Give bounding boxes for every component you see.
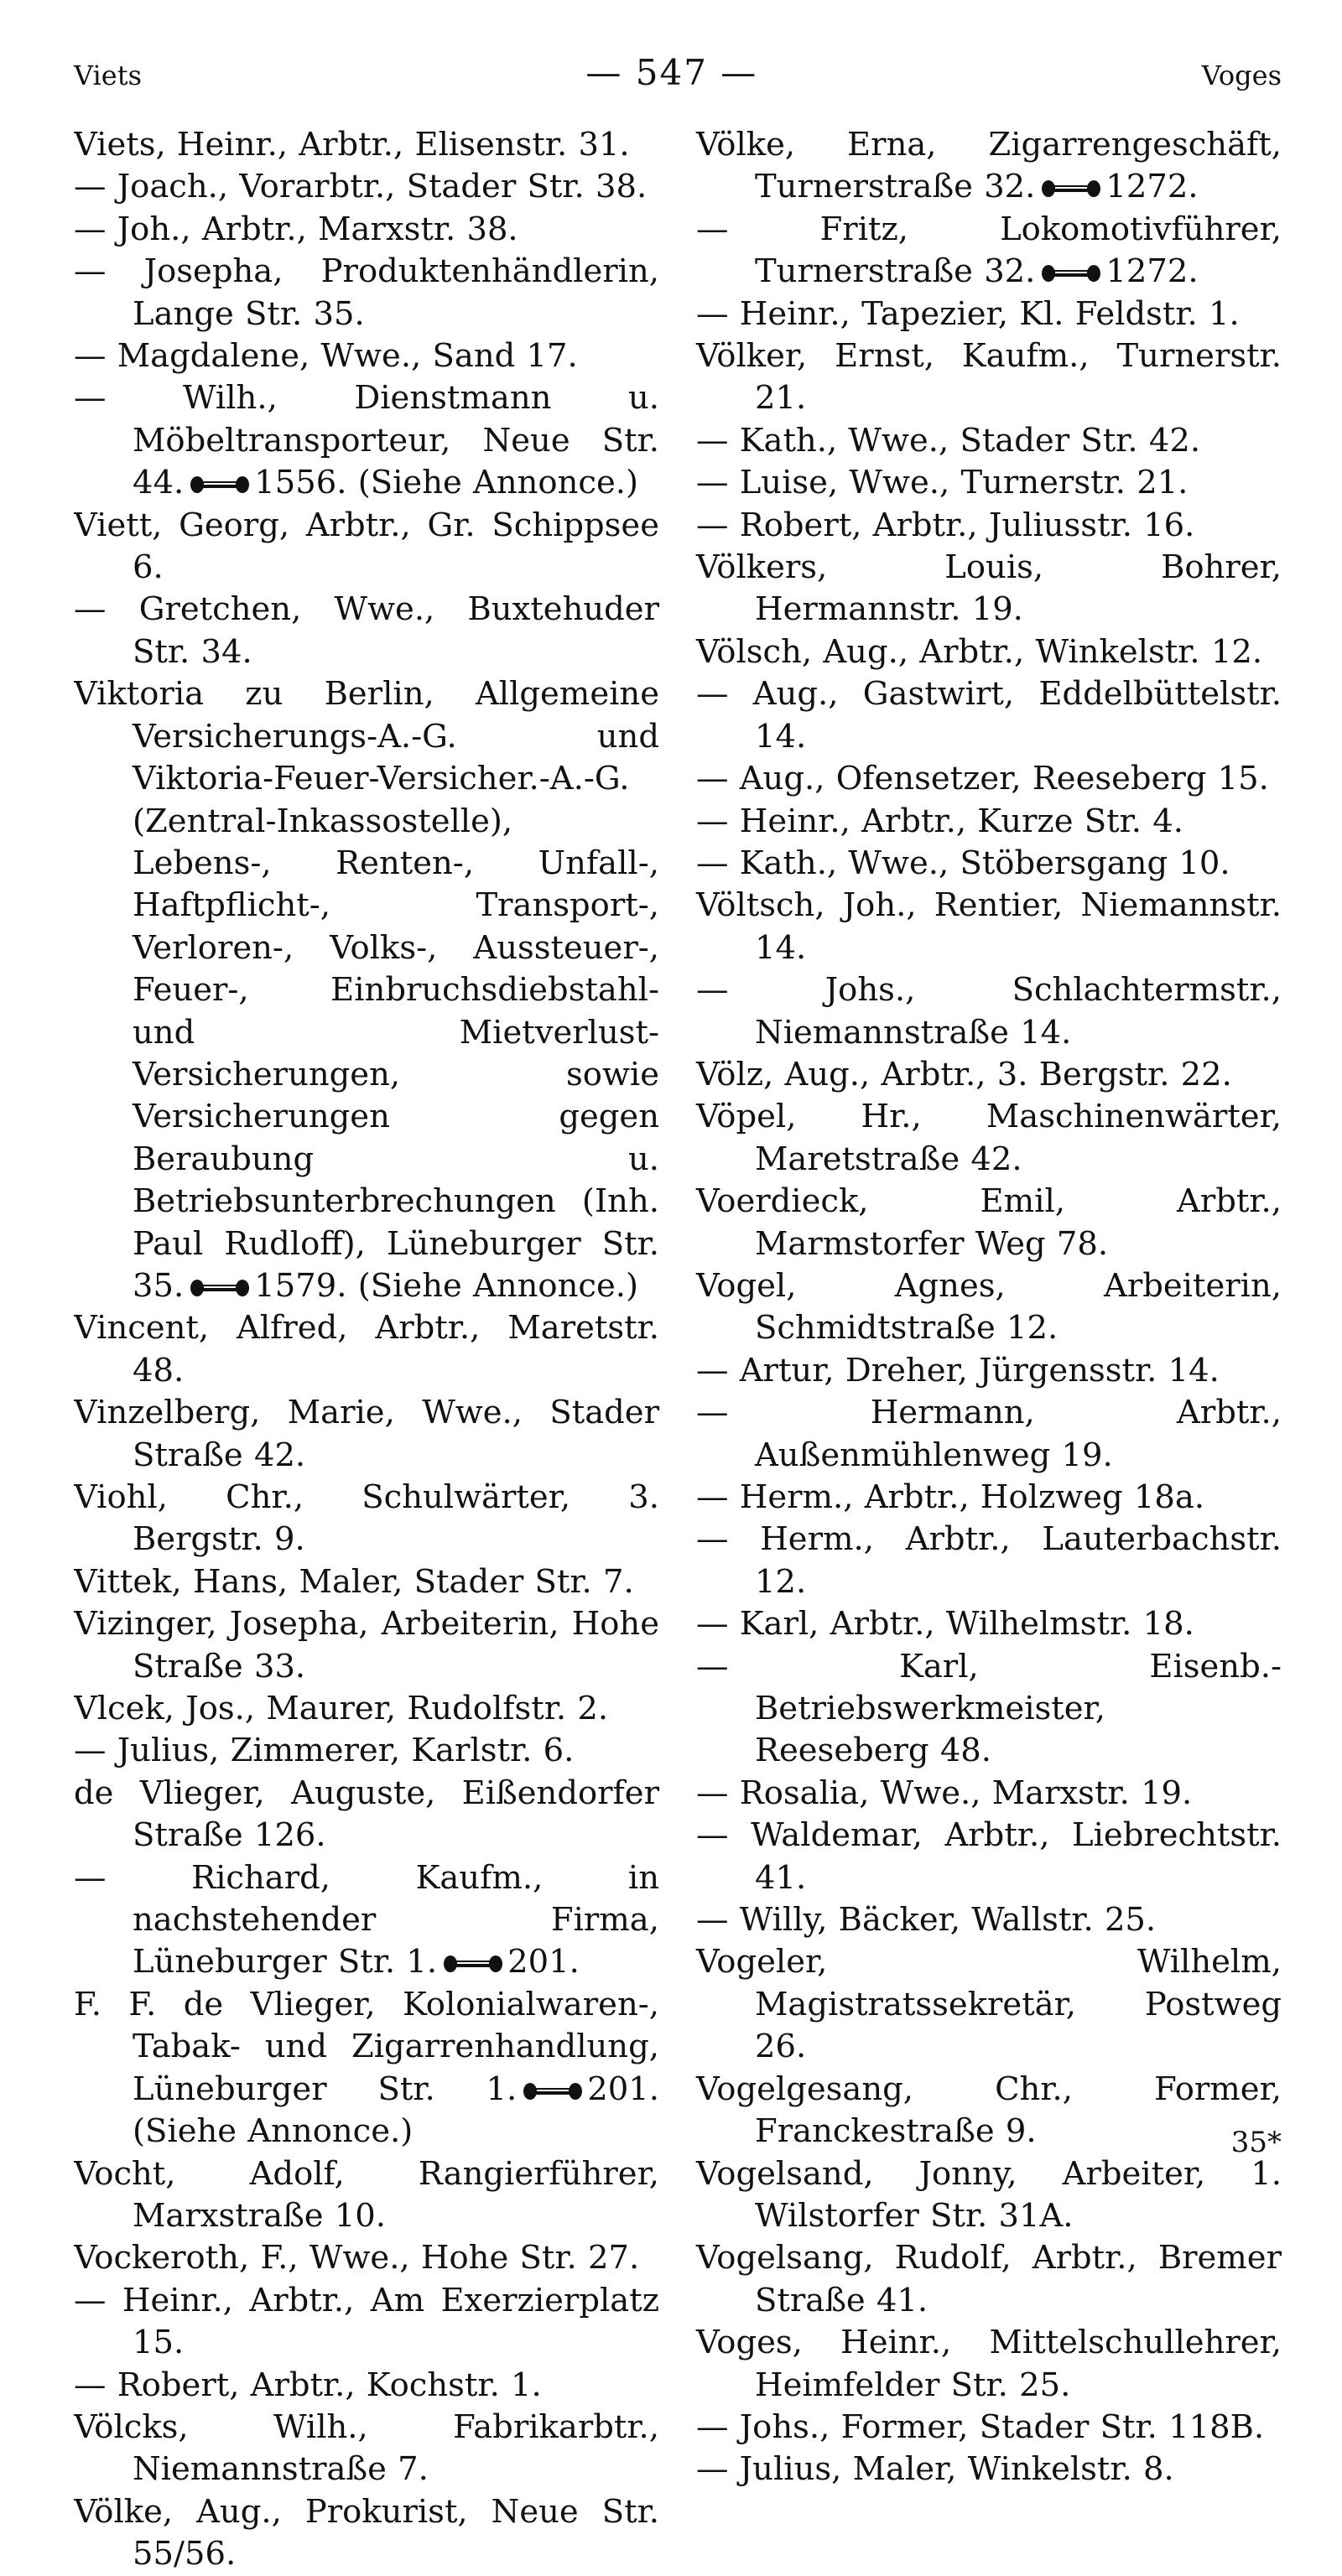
directory-entry bbox=[696, 1773, 1282, 1815]
directory-entry bbox=[74, 251, 659, 335]
entry-text: Völz, Aug., Arbtr., 3. Bergstr. 22. bbox=[696, 1055, 1232, 1093]
directory-entry bbox=[74, 2153, 659, 2238]
directory-entry bbox=[74, 335, 659, 377]
directory-entry bbox=[696, 1350, 1282, 1392]
directory-entry bbox=[74, 505, 659, 589]
directory-entry bbox=[696, 843, 1282, 885]
directory-entry bbox=[696, 801, 1282, 843]
entry-text: — Magdalene, Wwe., Sand 17. bbox=[74, 337, 578, 376]
directory-entry bbox=[74, 124, 659, 166]
entry-text: — Rosalia, Wwe., Marxstr. 19. bbox=[696, 1774, 1193, 1812]
entry-text: Viohl, Chr., Schulwärter, 3. Bergstr. 9. bbox=[74, 1478, 659, 1559]
header-right-keyword: Voges bbox=[1201, 60, 1282, 91]
directory-entry bbox=[696, 547, 1282, 631]
entry-text: — Johs., Former, Stader Str. 118B. bbox=[696, 2407, 1265, 2446]
entry-text: — Robert, Arbtr., Kochstr. 1. bbox=[74, 2366, 542, 2404]
phone-number: 1272. bbox=[1105, 252, 1199, 291]
entry-text: Völtsch, Joh., Rentier, Niemannstr. 14. bbox=[696, 886, 1282, 967]
entry-text: — Richard, Kaufm., in nachstehender Firma, Lüneburger Str. 1. bbox=[74, 1858, 659, 1981]
header-left-keyword: Viets bbox=[74, 60, 142, 91]
phone-number: 201. bbox=[587, 2070, 659, 2108]
entry-text: — Willy, Bäcker, Wallstr. 25. bbox=[696, 1901, 1157, 1940]
directory-entry bbox=[696, 969, 1282, 1054]
telephone-receiver-icon bbox=[444, 1955, 502, 1973]
entry-text: Viktoria zu Berlin, Allgemeine Versicherungs-A.-G. und Viktoria-Feuer-Versicher.-A.-G. (Zentral-Inkassostelle), Lebens-, Renten-, Unfall-, Haftpflicht-, Transport-, Verloren-, Volks-, Aussteuer-, Feuer-, Einbruchsdiebstahl- und Mietverlust-Versicherungen, sowie Versicherungen gegen Beraubung u. Betriebsunterbrechungen (Inh. Paul Rudloff), Lüneburger Str. 35. bbox=[74, 675, 659, 1305]
entry-text: — Fritz, Lokomotivführer, Turnerstraße 32. bbox=[696, 210, 1282, 291]
phone-number: 1579. bbox=[254, 1266, 347, 1305]
entry-text: de Vlieger, Auguste, Eißendorfer Straße 126. bbox=[74, 1774, 659, 1855]
directory-entry bbox=[696, 1941, 1282, 2068]
directory-entry bbox=[696, 1603, 1282, 1645]
entry-text: Vittek, Hans, Maler, Stader Str. 7. bbox=[74, 1562, 634, 1601]
sheet-signature: 35* bbox=[1230, 2126, 1282, 2159]
entry-text: Vizinger, Josepha, Arbeiterin, Hohe Straße 33. bbox=[74, 1605, 659, 1685]
directory-entry bbox=[74, 1561, 659, 1603]
entry-text: — Kath., Wwe., Stöbersgang 10. bbox=[696, 844, 1230, 882]
directory-entry bbox=[696, 673, 1282, 758]
directory-entry bbox=[696, 1054, 1282, 1096]
entry-text: F. F. de Vlieger, Kolonialwaren-, Tabak- und Zigarrenhandlung, Lüneburger Str. 1. bbox=[74, 1985, 659, 2108]
directory-entry bbox=[74, 2365, 659, 2407]
entry-note: (Siehe Annonce.) bbox=[357, 1266, 638, 1305]
directory-entry bbox=[696, 1181, 1282, 1265]
telephone-receiver-icon bbox=[190, 475, 249, 494]
entry-text: — Heinr., Arbtr., Kurze Str. 4. bbox=[696, 802, 1183, 840]
directory-entry bbox=[696, 420, 1282, 462]
entry-text: — Robert, Arbtr., Juliusstr. 16. bbox=[696, 506, 1195, 544]
phone-number: 201. bbox=[507, 1943, 580, 1981]
entry-text: — Johs., Schlachtermstr., Niemannstraße 14. bbox=[696, 971, 1282, 1052]
directory-entry bbox=[74, 2237, 659, 2279]
entry-text: — Herm., Arbtr., Holzweg 18a. bbox=[696, 1478, 1205, 1516]
entry-text: Vogelsand, Jonny, Arbeiter, 1. Wilstorfer Str. 31A. bbox=[696, 2154, 1282, 2235]
entry-text: — Joh., Arbtr., Marxstr. 38. bbox=[74, 210, 518, 248]
entry-text: — Aug., Gastwirt, Eddelbüttelstr. 14. bbox=[696, 675, 1282, 756]
entry-text: Vockeroth, F., Wwe., Hohe Str. 27. bbox=[74, 2239, 640, 2277]
directory-entry bbox=[696, 2322, 1282, 2407]
directory-entry bbox=[74, 589, 659, 673]
directory-entry bbox=[696, 2407, 1282, 2449]
directory-entry bbox=[696, 1096, 1282, 1181]
directory-entry bbox=[74, 1392, 659, 1477]
entry-text: — Gretchen, Wwe., Buxtehuder Str. 34. bbox=[74, 590, 659, 671]
directory-entry bbox=[74, 2280, 659, 2365]
entry-text: Vöpel, Hr., Maschinenwärter, Maretstraße 42. bbox=[696, 1098, 1282, 1178]
directory-entry bbox=[696, 209, 1282, 293]
directory-entry bbox=[696, 462, 1282, 504]
entry-text: Vocht, Adolf, Rangierführer, Marxstraße 10. bbox=[74, 2154, 659, 2235]
directory-entry bbox=[74, 1688, 659, 1730]
directory-entry bbox=[696, 1392, 1282, 1477]
entry-text: — Wilh., Dienstmann u. Möbeltransporteur, Neue Str. 44. bbox=[74, 379, 659, 502]
telephone-receiver-icon bbox=[190, 1279, 249, 1297]
directory-entry bbox=[696, 1899, 1282, 1941]
page-header bbox=[74, 52, 1282, 102]
entry-text: Völcks, Wilh., Fabrikarbtr., Niemannstraße 7. bbox=[74, 2407, 659, 2489]
entry-text: Voerdieck, Emil, Arbtr., Marmstorfer Weg 78. bbox=[696, 1182, 1282, 1263]
entry-text: — Waldemar, Arbtr., Liebrechtstr. 41. bbox=[696, 1816, 1282, 1897]
entry-text: Vogelsang, Rudolf, Arbtr., Bremer Straße 41. bbox=[696, 2239, 1282, 2319]
directory-entry bbox=[74, 1603, 659, 1688]
directory-entry bbox=[74, 377, 659, 504]
directory-entry bbox=[696, 1477, 1282, 1519]
entry-text: — Heinr., Arbtr., Am Exerzierplatz 15. bbox=[74, 2281, 659, 2362]
entry-text: Vogel, Agnes, Arbeiterin, Schmidtstraße 12. bbox=[696, 1266, 1282, 1348]
entry-text: Vinzelberg, Marie, Wwe., Stader Straße 42. bbox=[74, 1394, 659, 1474]
directory-entry bbox=[74, 673, 659, 1307]
phone-number: 1556. bbox=[254, 464, 347, 502]
entry-text: Viets, Heinr., Arbtr., Elisenstr. 31. bbox=[74, 126, 630, 164]
telephone-receiver-icon bbox=[1042, 264, 1100, 283]
entry-text: Völsch, Aug., Arbtr., Winkelstr. 12. bbox=[696, 632, 1263, 671]
phone-number: 1272. bbox=[1105, 168, 1199, 206]
directory-entry bbox=[74, 1307, 659, 1392]
entry-text: Voges, Heinr., Mittelschullehrer, Heimfelder Str. 25. bbox=[696, 2324, 1282, 2404]
directory-columns bbox=[74, 124, 1282, 2576]
directory-entry bbox=[696, 2237, 1282, 2322]
entry-text: — Kath., Wwe., Stader Str. 42. bbox=[696, 421, 1201, 460]
directory-entry bbox=[696, 335, 1282, 420]
entry-text: — Artur, Dreher, Jürgensstr. 14. bbox=[696, 1351, 1220, 1389]
left-column bbox=[74, 124, 678, 2576]
right-column bbox=[678, 124, 1282, 2576]
directory-entry bbox=[74, 1773, 659, 1857]
directory-entry bbox=[74, 166, 659, 208]
telephone-receiver-icon bbox=[523, 2082, 582, 2101]
directory-entry bbox=[74, 1477, 659, 1561]
entry-text: Völke, Erna, Zigarrengeschäft, Turnerstraße 32. bbox=[696, 126, 1282, 206]
directory-entry bbox=[696, 1519, 1282, 1603]
entry-text: — Heinr., Tapezier, Kl. Feldstr. 1. bbox=[696, 294, 1240, 333]
directory-entry bbox=[696, 124, 1282, 209]
entry-text: — Luise, Wwe., Turnerstr. 21. bbox=[696, 464, 1189, 502]
directory-entry bbox=[696, 1265, 1282, 1350]
entry-text: — Aug., Ofensetzer, Reeseberg 15. bbox=[696, 760, 1269, 798]
directory-entry bbox=[696, 631, 1282, 673]
directory-entry bbox=[696, 1815, 1282, 1899]
entry-text: Völke, Aug., Prokurist, Neue Str. 55/56. bbox=[74, 2492, 659, 2573]
directory-entry bbox=[74, 1857, 659, 1984]
directory-entry bbox=[74, 1730, 659, 1772]
entry-text: Völkers, Louis, Bohrer, Hermannstr. 19. bbox=[696, 548, 1282, 629]
entry-text: — Josepha, Produktenhändlerin, Lange Str. 35. bbox=[74, 252, 659, 333]
entry-text: — Julius, Zimmerer, Karlstr. 6. bbox=[74, 1732, 575, 1770]
page-number: — 547 — bbox=[585, 52, 758, 93]
directory-entry bbox=[74, 2491, 659, 2576]
entry-text: — Herm., Arbtr., Lauterbachstr. 12. bbox=[696, 1520, 1282, 1601]
entry-text: Vincent, Alfred, Arbtr., Maretstr. 48. bbox=[74, 1309, 659, 1389]
entry-note: (Siehe Annonce.) bbox=[357, 464, 638, 502]
directory-entry bbox=[696, 505, 1282, 547]
entry-text: Vogeler, Wilhelm, Magistratssekretär, Postweg 26. bbox=[696, 1943, 1282, 2066]
directory-entry bbox=[696, 1646, 1282, 1773]
entry-text: — Karl, Arbtr., Wilhelmstr. 18. bbox=[696, 1605, 1194, 1644]
telephone-receiver-icon bbox=[1042, 179, 1100, 198]
entry-text: — Joach., Vorarbtr., Stader Str. 38. bbox=[74, 168, 648, 206]
directory-entry bbox=[74, 209, 659, 251]
directory-entry bbox=[696, 2449, 1282, 2490]
directory-entry bbox=[696, 293, 1282, 335]
entry-text: — Karl, Eisenb.-Betriebswerkmeister, Reeseberg 48. bbox=[696, 1647, 1282, 1770]
entry-text: Viett, Georg, Arbtr., Gr. Schippsee 6. bbox=[74, 506, 659, 587]
directory-entry bbox=[696, 2069, 1282, 2153]
entry-note: (Siehe Annonce.) bbox=[133, 2112, 414, 2151]
entry-text: Völker, Ernst, Kaufm., Turnerstr. 21. bbox=[696, 337, 1282, 418]
directory-entry bbox=[696, 2153, 1282, 2238]
directory-entry bbox=[696, 758, 1282, 800]
directory-entry bbox=[696, 885, 1282, 969]
entry-text: — Hermann, Arbtr., Außenmühlenweg 19. bbox=[696, 1394, 1282, 1474]
entry-text: Vlcek, Jos., Maurer, Rudolfstr. 2. bbox=[74, 1690, 609, 1728]
directory-entry bbox=[74, 1984, 659, 2153]
directory-entry bbox=[74, 2407, 659, 2491]
entry-text: Vogelgesang, Chr., Former, Franckestraße 9. bbox=[696, 2070, 1282, 2151]
entry-text: — Julius, Maler, Winkelstr. 8. bbox=[696, 2450, 1174, 2489]
